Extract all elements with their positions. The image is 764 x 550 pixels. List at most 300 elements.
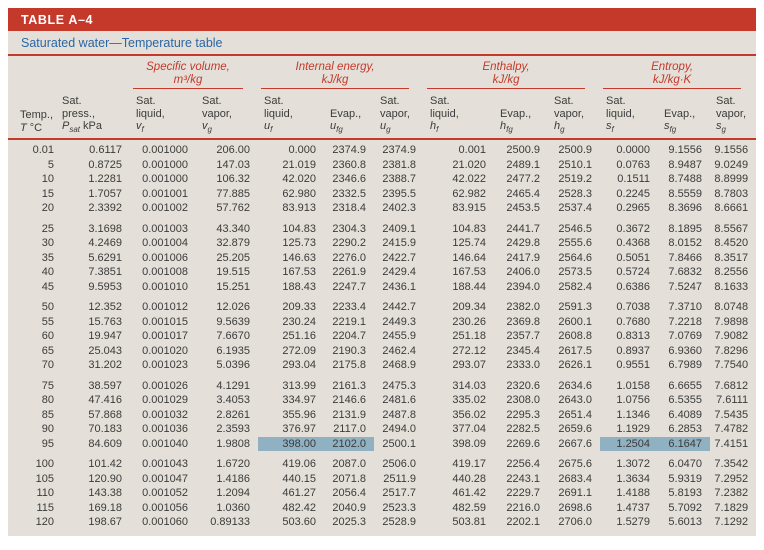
cell-vg: 0.89133 <box>210 516 251 529</box>
cell-hg: 2683.4 <box>558 472 593 485</box>
cell-sg: 7.9082 <box>714 330 749 343</box>
cell-hf: 104.83 <box>452 222 487 235</box>
cell-psat: 84.609 <box>88 437 122 450</box>
cell-vg: 6.1935 <box>216 344 251 357</box>
cell-hfg: 2453.5 <box>506 202 541 215</box>
column-label-line: vapor, <box>380 107 410 120</box>
cell-psat: 2.3392 <box>88 202 122 215</box>
column-label-line: liquid, <box>264 107 293 120</box>
cell-ufg: 2332.5 <box>332 187 367 200</box>
cell-uf: 42.020 <box>282 173 317 186</box>
cell-vf: 0.001036 <box>142 423 188 436</box>
cell-sfg: 6.2853 <box>668 423 703 436</box>
cell-sg: 8.1633 <box>714 280 749 293</box>
table-subtitle: Saturated water—Temperature table <box>8 31 756 56</box>
cell-psat: 198.67 <box>88 516 122 529</box>
cell-hf: 125.74 <box>452 237 487 250</box>
cell-sg: 7.4782 <box>714 423 749 436</box>
column-symbol <box>716 120 756 134</box>
cell-hfg: 2345.4 <box>506 344 541 357</box>
cell-hf: 251.18 <box>452 330 487 343</box>
cell-uf: 21.019 <box>282 158 317 171</box>
cell-sf: 0.2245 <box>616 187 651 200</box>
cell-psat: 19.947 <box>88 330 122 343</box>
column-header-psat <box>56 90 130 139</box>
cell-hg: 2528.3 <box>558 187 593 200</box>
cell-ug: 2422.7 <box>382 251 417 264</box>
cell-hg: 2591.3 <box>558 301 593 314</box>
cell-psat: 31.202 <box>88 359 122 372</box>
cell-sg: 8.8999 <box>714 173 749 186</box>
column-label-line: Evap., <box>330 107 362 120</box>
cell-hf: 440.28 <box>452 472 487 485</box>
cell-uf: 376.97 <box>282 423 317 436</box>
cell-ug: 2475.3 <box>382 379 417 392</box>
column-group-row <box>8 56 756 90</box>
cell-sg: 8.3517 <box>714 251 749 264</box>
cell-sg: 7.2952 <box>714 472 749 485</box>
cell-hg: 2608.8 <box>558 330 593 343</box>
cell-psat: 120.90 <box>88 472 122 485</box>
cell-hfg: 2477.2 <box>506 173 541 186</box>
cell-hfg: 2394.0 <box>506 280 541 293</box>
cell-temp: 35 <box>41 251 54 264</box>
cell-hg: 2600.1 <box>558 315 593 328</box>
cell-temp: 115 <box>36 501 54 514</box>
cell-sfg: 6.9360 <box>668 344 703 357</box>
cell-vg: 77.885 <box>216 187 251 200</box>
cell-vg: 57.762 <box>216 202 251 215</box>
cell-ug: 2468.9 <box>382 359 417 372</box>
column-label-line: vapor, <box>202 107 232 120</box>
cell-vf: 0.001012 <box>142 301 188 314</box>
symbol-subscript: fg <box>336 125 343 135</box>
column-label-line: vapor, <box>716 107 747 120</box>
column-label-line: Evap., <box>500 107 532 120</box>
column-symbol <box>330 120 374 134</box>
cell-uf: 62.980 <box>282 187 317 200</box>
symbol-subscript: fg <box>669 125 677 135</box>
cell-ug: 2481.6 <box>382 394 417 407</box>
cell-vg: 9.5639 <box>216 315 251 328</box>
cell-uf: 230.24 <box>282 315 317 328</box>
column-symbol <box>20 122 56 135</box>
column-group-1 <box>258 56 424 90</box>
cell-sg: 8.7803 <box>714 187 749 200</box>
cell-temp: 30 <box>41 237 54 250</box>
table-row <box>8 158 756 173</box>
cell-sf: 1.1929 <box>616 423 651 436</box>
cell-ufg: 2304.3 <box>332 222 367 235</box>
cell-hfg: 2500.9 <box>506 144 541 157</box>
cell-sg: 8.5567 <box>714 222 749 235</box>
cell-uf: 0.000 <box>288 144 317 157</box>
cell-sg: 7.5435 <box>714 408 749 421</box>
cell-hfg: 2282.5 <box>506 423 541 436</box>
cell-vg: 1.4186 <box>216 472 251 485</box>
cell-sfg: 6.5355 <box>668 394 703 407</box>
cell-vf: 0.001017 <box>142 330 188 343</box>
symbol-letter: h <box>430 120 437 132</box>
cell-ufg: 2204.7 <box>332 330 367 343</box>
cell-sg: 7.4151 <box>714 437 749 450</box>
cell-hf: 230.26 <box>452 315 487 328</box>
cell-hf: 335.02 <box>452 394 487 407</box>
cell-hfg: 2357.7 <box>506 330 541 343</box>
cell-hfg: 2256.4 <box>506 458 541 471</box>
symbol-letter: T <box>20 121 27 134</box>
cell-sfg: 8.7488 <box>668 173 703 186</box>
cell-psat: 1.2281 <box>88 173 122 186</box>
cell-sf: 1.4188 <box>616 487 651 500</box>
cell-ug: 2528.9 <box>382 516 417 529</box>
cell-sfg: 7.8466 <box>668 251 703 264</box>
cell-uf: 355.96 <box>282 408 317 421</box>
cell-hf: 42.022 <box>452 173 487 186</box>
cell-uf: 398.00 <box>258 437 324 452</box>
column-header-hf <box>424 90 494 139</box>
cell-ug: 2517.7 <box>382 487 417 500</box>
cell-hg: 2659.6 <box>558 423 593 436</box>
cell-uf: 272.09 <box>282 344 317 357</box>
cell-vf: 0.001052 <box>142 487 188 500</box>
cell-temp: 25 <box>41 222 54 235</box>
cell-vf: 0.001047 <box>142 472 188 485</box>
cell-ufg: 2190.3 <box>332 344 367 357</box>
cell-hg: 2582.4 <box>558 280 593 293</box>
cell-uf: 419.06 <box>282 458 317 471</box>
cell-temp: 20 <box>41 202 54 215</box>
column-label-line: Sat. <box>716 95 736 107</box>
cell-temp: 10 <box>41 173 54 186</box>
column-header-hg <box>548 90 600 139</box>
column-group-3 <box>600 56 756 90</box>
cell-sf: 1.2504 <box>600 437 658 452</box>
cell-ufg: 2346.6 <box>332 173 367 186</box>
cell-psat: 12.352 <box>88 301 122 314</box>
cell-hf: 419.17 <box>452 458 487 471</box>
cell-hf: 398.09 <box>452 437 487 450</box>
cell-sfg: 9.1556 <box>668 144 703 157</box>
cell-temp: 65 <box>41 344 54 357</box>
cell-uf: 125.73 <box>282 237 317 250</box>
symbol-letter: s <box>716 120 722 132</box>
cell-ufg: 2219.1 <box>332 315 367 328</box>
cell-sg: 7.2382 <box>714 487 749 500</box>
cell-uf: 251.16 <box>282 330 317 343</box>
column-group-title <box>133 61 243 89</box>
cell-vf: 0.001008 <box>142 266 188 279</box>
cell-sfg: 8.0152 <box>668 237 703 250</box>
cell-sf: 0.2965 <box>616 202 651 215</box>
column-label-line: Temp., <box>20 109 54 122</box>
cell-ug: 2442.7 <box>382 301 417 314</box>
table-row <box>8 457 756 472</box>
cell-hfg: 2441.7 <box>506 222 541 235</box>
cell-hg: 2510.1 <box>558 158 593 171</box>
cell-ug: 2429.4 <box>382 266 417 279</box>
table-row <box>8 472 756 487</box>
cell-sf: 0.9551 <box>616 359 651 372</box>
column-symbol <box>554 120 600 134</box>
table-row <box>8 393 756 408</box>
column-label-line: Sat. <box>430 95 450 107</box>
symbol-unit: kPa <box>83 120 102 132</box>
cell-sfg: 5.8193 <box>668 487 703 500</box>
table-row <box>8 236 756 251</box>
column-label-line: Sat. <box>554 95 574 107</box>
column-label-line: liquid, <box>430 107 459 120</box>
cell-sfg: 8.9487 <box>668 158 703 171</box>
table-panel <box>8 8 756 536</box>
cell-ufg: 2102.0 <box>324 437 374 452</box>
symbol-subscript: g <box>721 125 726 135</box>
cell-hf: 62.982 <box>452 187 487 200</box>
cell-sfg: 8.3696 <box>668 202 703 215</box>
cell-hg: 2500.9 <box>558 144 593 157</box>
cell-sf: 0.7038 <box>616 301 651 314</box>
cell-ug: 2436.1 <box>382 280 417 293</box>
cell-vg: 1.6720 <box>216 458 251 471</box>
column-label-line: Sat. <box>202 95 222 107</box>
column-symbol <box>430 120 494 134</box>
cell-sfg: 6.7989 <box>668 359 703 372</box>
cell-psat: 169.18 <box>88 501 122 514</box>
cell-ufg: 2056.4 <box>332 487 367 500</box>
cell-hfg: 2369.8 <box>506 315 541 328</box>
cell-vg: 25.205 <box>216 251 251 264</box>
column-symbol <box>264 120 324 134</box>
cell-ufg: 2175.8 <box>332 359 367 372</box>
cell-sf: 1.5279 <box>616 516 651 529</box>
cell-temp: 55 <box>41 315 54 328</box>
cell-psat: 7.3851 <box>88 266 122 279</box>
symbol-letter: s <box>606 120 612 132</box>
cell-sf: 0.1511 <box>617 173 651 186</box>
cell-vg: 19.515 <box>216 266 251 279</box>
cell-vg: 1.2094 <box>216 487 251 500</box>
cell-vg: 1.0360 <box>216 501 251 514</box>
cell-hf: 83.915 <box>452 202 487 215</box>
column-label-line: liquid, <box>606 107 635 120</box>
cell-hfg: 2429.8 <box>506 237 541 250</box>
column-label-line: vapor, <box>554 107 585 120</box>
cell-hg: 2667.6 <box>558 437 593 450</box>
cell-hfg: 2382.0 <box>506 301 541 314</box>
table-row <box>8 315 756 330</box>
cell-ufg: 2071.8 <box>332 472 367 485</box>
column-symbol <box>202 120 258 134</box>
group-title-text: Entropy, <box>651 61 694 73</box>
cell-ufg: 2087.0 <box>332 458 367 471</box>
cell-psat: 15.763 <box>88 315 122 328</box>
symbol-unit: °C <box>29 121 43 134</box>
cell-hf: 293.07 <box>452 359 487 372</box>
cell-sfg: 6.6655 <box>668 379 703 392</box>
cell-sg: 7.9898 <box>714 315 749 328</box>
column-label-line: Sat. <box>264 95 284 107</box>
column-group-title <box>261 61 409 89</box>
cell-hfg: 2320.6 <box>506 379 541 392</box>
cell-hfg: 2243.1 <box>506 472 541 485</box>
group-title-text: Internal energy, <box>295 61 375 73</box>
symbol-letter: v <box>136 120 142 132</box>
column-label-line: Evap., <box>664 107 696 120</box>
cell-psat: 5.6291 <box>88 251 122 264</box>
symbol-letter: P <box>62 120 70 132</box>
cell-ufg: 2261.9 <box>332 266 367 279</box>
cell-vf: 0.001043 <box>142 458 188 471</box>
symbol-subscript: g <box>386 125 391 135</box>
table-row <box>8 251 756 266</box>
cell-sfg: 5.9319 <box>668 472 703 485</box>
cell-sfg: 6.4089 <box>668 408 703 421</box>
table-row <box>8 201 756 216</box>
column-label-line: Sat. <box>380 95 400 107</box>
cell-ufg: 2360.8 <box>332 158 367 171</box>
table-row <box>8 515 756 530</box>
column-symbol <box>136 120 196 134</box>
column-header-ug <box>374 90 424 139</box>
cell-uf: 503.60 <box>282 516 317 529</box>
cell-psat: 47.416 <box>88 394 122 407</box>
cell-hg: 2706.0 <box>558 516 593 529</box>
cell-temp: 70 <box>41 359 54 372</box>
cell-vg: 3.4053 <box>216 394 251 407</box>
cell-sg: 7.3542 <box>714 458 749 471</box>
table-row <box>8 379 756 394</box>
column-header-vg <box>196 90 258 139</box>
column-label-line: Sat. <box>62 95 82 107</box>
cell-sfg: 7.5247 <box>668 280 703 293</box>
cell-sfg: 7.6832 <box>668 266 703 279</box>
cell-vg: 7.6670 <box>216 330 251 343</box>
cell-ufg: 2276.0 <box>332 251 367 264</box>
cell-psat: 1.7057 <box>88 187 122 200</box>
cell-uf: 167.53 <box>282 266 317 279</box>
cell-temp: 60 <box>41 330 54 343</box>
cell-sfg: 6.1647 <box>658 437 710 452</box>
table-row <box>8 486 756 501</box>
column-header-sf <box>600 90 658 139</box>
cell-hfg: 2229.7 <box>506 487 541 500</box>
cell-vf: 0.001026 <box>142 379 188 392</box>
cell-sf: 0.5724 <box>616 266 651 279</box>
cell-ufg: 2040.9 <box>332 501 367 514</box>
cell-hf: 314.03 <box>452 379 487 392</box>
table-header <box>8 56 756 139</box>
symbol-subscript: f <box>436 125 439 135</box>
cell-ug: 2455.9 <box>382 330 417 343</box>
cell-hfg: 2465.4 <box>506 187 541 200</box>
cell-sf: 0.8937 <box>616 344 651 357</box>
cell-vf: 0.001010 <box>142 280 188 293</box>
column-symbol <box>500 120 548 134</box>
cell-sfg: 5.6013 <box>668 516 703 529</box>
symbol-letter: u <box>330 120 337 132</box>
saturated-water-table <box>8 56 756 530</box>
cell-hf: 461.42 <box>452 487 487 500</box>
table-row <box>8 300 756 315</box>
cell-sf: 0.0763 <box>616 158 651 171</box>
cell-ug: 2374.9 <box>382 144 417 157</box>
cell-temp: 5 <box>47 158 54 171</box>
cell-hfg: 2417.9 <box>506 251 541 264</box>
group-unit-text: kJ/kg <box>321 74 349 86</box>
column-label-line: press., <box>62 107 96 120</box>
cell-vf: 0.001004 <box>142 237 188 250</box>
cell-temp: 50 <box>41 301 54 314</box>
column-symbol <box>380 120 424 134</box>
symbol-letter: h <box>500 120 507 132</box>
cell-sf: 1.0756 <box>616 394 651 407</box>
cell-hfg: 2269.6 <box>506 437 541 450</box>
cell-sg: 9.0249 <box>714 158 749 171</box>
cell-ug: 2494.0 <box>382 423 417 436</box>
cell-sg: 7.7540 <box>714 359 749 372</box>
column-label-line: Sat. <box>136 95 156 107</box>
cell-psat: 9.5953 <box>88 280 122 293</box>
cell-uf: 440.15 <box>282 472 317 485</box>
cell-sg: 8.4520 <box>714 237 749 250</box>
cell-vg: 2.3593 <box>216 423 251 436</box>
cell-hfg: 2489.1 <box>506 158 541 171</box>
table-row <box>8 280 756 295</box>
cell-ufg: 2146.6 <box>332 394 367 407</box>
group-unit-text: kJ/kg·K <box>652 74 692 86</box>
cell-hg: 2634.6 <box>558 379 593 392</box>
symbol-subscript: fg <box>506 125 513 135</box>
cell-vg: 15.251 <box>216 280 251 293</box>
table-row <box>8 501 756 516</box>
column-header-vf <box>130 90 196 139</box>
cell-vf: 0.001060 <box>142 516 188 529</box>
cell-hf: 209.34 <box>452 301 487 314</box>
cell-temp: 45 <box>41 280 54 293</box>
table-row <box>8 187 756 202</box>
cell-temp: 110 <box>36 487 54 500</box>
cell-uf: 146.63 <box>282 251 317 264</box>
cell-vg: 5.0396 <box>216 359 251 372</box>
cell-vg: 1.9808 <box>216 437 251 450</box>
symbol-subscript: g <box>560 125 565 135</box>
cell-hf: 146.64 <box>452 251 487 264</box>
cell-hf: 503.81 <box>452 516 487 529</box>
cell-sf: 0.7680 <box>616 315 651 328</box>
cell-ug: 2381.8 <box>382 158 417 171</box>
cell-ug: 2500.1 <box>382 437 417 450</box>
group-unit-text: m³/kg <box>173 74 203 86</box>
cell-uf: 293.04 <box>282 359 317 372</box>
cell-vf: 0.001000 <box>142 173 188 186</box>
cell-sf: 0.8313 <box>616 330 651 343</box>
column-header-sg <box>710 90 756 139</box>
column-symbol <box>606 120 658 134</box>
cell-temp: 85 <box>41 408 54 421</box>
cell-hg: 2519.2 <box>558 173 593 186</box>
cell-hg: 2546.5 <box>558 222 593 235</box>
symbol-letter: h <box>554 120 561 132</box>
column-header-sfg <box>658 90 710 139</box>
column-symbol <box>62 120 130 134</box>
cell-psat: 25.043 <box>88 344 122 357</box>
cell-hfg: 2333.0 <box>506 359 541 372</box>
cell-hg: 2617.5 <box>558 344 593 357</box>
cell-sf: 0.3672 <box>616 222 651 235</box>
cell-temp: 40 <box>41 266 54 279</box>
cell-temp: 105 <box>35 472 54 485</box>
cell-sg: 7.8296 <box>714 344 749 357</box>
